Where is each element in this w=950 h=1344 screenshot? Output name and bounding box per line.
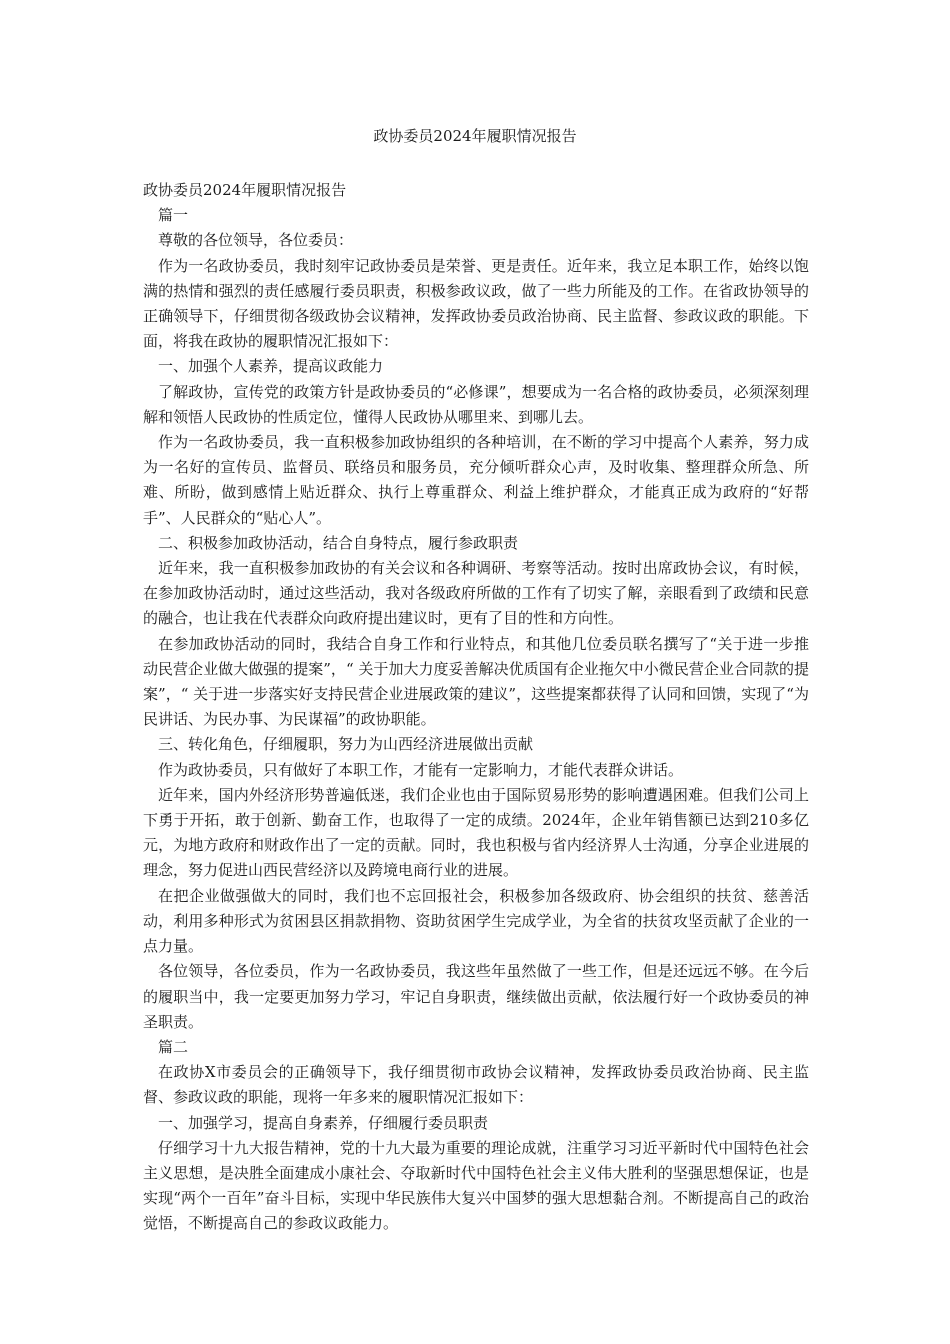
paragraph: 三、转化角色，仔细履职，努力为山西经济进展做出贡献 (158, 735, 534, 754)
paragraph: 篇一 (158, 206, 189, 225)
page-title: 政协委员2024年履职情况报告 (373, 127, 577, 145)
paragraph: 了解政协，宣传党的政策方针是政协委员的“必修课”，想要成为一名合格的政协委员，必须深刻理解和领悟人民政协的性质定位，懂得人民政协从哪里来、到哪儿去。 (143, 382, 809, 426)
paragraph: 作为政协委员，只有做好了本职工作，才能有一定影响力，才能代表群众讲话。 (158, 760, 684, 779)
paragraph: 二、积极参加政协活动，结合自身特点，履行参政职责 (158, 533, 519, 552)
paragraph: 在把企业做强做大的同时，我们也不忘回报社会，积极参加各级政府、协会组织的扶贫、慈善活动，利用多种形式为贫困县区捐款捐物、资助贫困学生完成学业，为全省的扶贫攻坚贡献了企业的一点力量。 (143, 886, 809, 956)
paragraph: 各位领导，各位委员，作为一名政协委员，我这些年虽然做了一些工作，但是还远远不够。在今后的履职当中，我一定要更加努力学习，牢记自身职责，继续做出贡献，依法履行好一个政协委员的神圣职责。 (143, 962, 809, 1031)
paragraph: 作为一名政协委员，我一直积极参加政协组织的各种培训，在不断的学习中提高个人素养，努力成为一名好的宣传员、监督员、联络员和服务员，充分倾听群众心声，及时收集、整理群众所急、所难、所盼，做到感情上贴近群众、执行上尊重群众、利益上维护群众，才能真正成为政府的“好帮手”、人民群众的“贴心人”。 (143, 433, 809, 527)
document-body (143, 178, 809, 1237)
paragraph: 一、加强个人素养，提高议政能力 (158, 357, 384, 376)
paragraph: 近年来，我一直积极参加政协的有关会议和各种调研、考察等活动。按时出席政协会议，有时候，在参加政协活动时，通过这些活动，我对各级政府所做的工作有了切实了解，亲眼看到了政绩和民意的融合，也让我在代表群众向政府提出建议时，更有了目的性和方向性。 (143, 559, 809, 628)
paragraph: 作为一名政协委员，我时刻牢记政协委员是荣誉、更是责任。近年来，我立足本职工作，始终以饱满的热情和强烈的责任感履行委员职责，积极参政议政，做了一些力所能及的工作。在省政协领导的正确领导下，仔细贯彻各级政协会议精神，发挥政协委员政治协商、民主监督、参政议政的职能。下面，将我在政协的履职情况汇报如下： (143, 256, 809, 351)
paragraph: 政协委员2024年履职情况报告 (143, 181, 347, 199)
paragraph: 在参加政协活动的同时，我结合自身工作和行业特点，和其他几位委员联名撰写了“关于进一步推动民营企业做大做强的提案”，“ 关于加大力度妥善解决优质国有企业拖欠中小微民营企业合同款的提案”，“ 关于进一步落实好支持民营企业进展政策的建议”，这些提案都获得了认同和回馈，实现了“为民讲话、为民办事、为民谋福”的政协职能。 (143, 634, 809, 729)
paragraph: 一、加强学习，提高自身素养，仔细履行委员职责 (158, 1113, 489, 1132)
paragraph: 仔细学习十九大报告精神，党的十九大最为重要的理论成就，注重学习习近平新时代中国特色社会主义思想，是决胜全面建成小康社会、夺取新时代中国特色社会主义伟大胜利的坚强思想保证，也是实现“两个一百年”奋斗目标，实现中华民族伟大复兴中国梦的强大思想黏合剂。不断提高自己的政治觉悟，不断提高自己的参政议政能力。 (143, 1138, 809, 1233)
paragraph: 尊敬的各位领导，各位委员： (158, 231, 354, 250)
paragraph: 近年来，国内外经济形势普遍低迷，我们企业也由于国际贸易形势的影响遭遇困难。但我们公司上下勇于开拓，敢于创新、勤奋工作，也取得了一定的成绩。2024年，企业年销售额已达到210多亿元，为地方政府和财政作出了一定的贡献。同时，我也积极与省内经济界人士沟通，分享企业进展的理念，努力促进山西民营经济以及跨境电商行业的进展。 (143, 785, 809, 880)
paragraph: 篇二 (158, 1037, 189, 1056)
paragraph: 在政协X市委员会的正确领导下，我仔细贯彻市政协会议精神，发挥政协委员政治协商、民主监督、参政议政的职能，现将一年多来的履职情况汇报如下： (143, 1063, 809, 1107)
